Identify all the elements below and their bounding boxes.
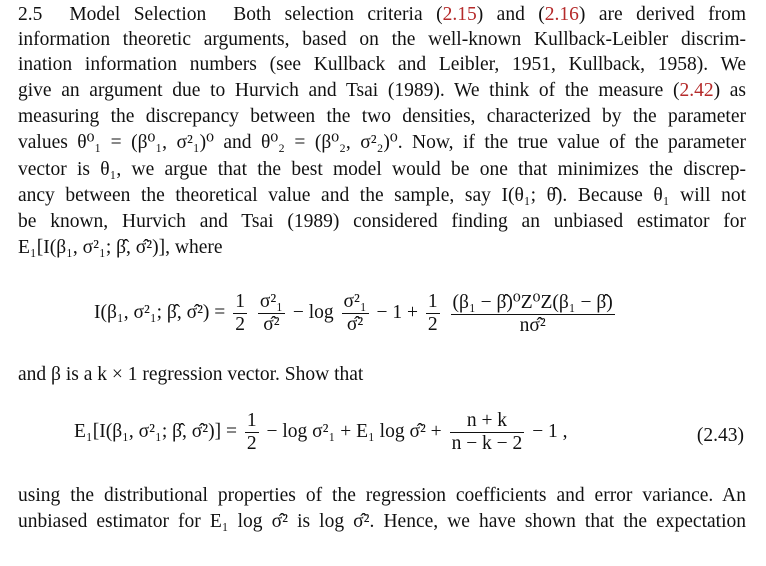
middle-terms: − log σ²₁ + E₁ log σ̂² + [266, 420, 442, 442]
equation-lhs: E₁[I(β₁, σ²₁; β̂, σ̂²)] = [74, 420, 237, 442]
fraction-half: $\frac{1}{2}$ [235, 291, 245, 335]
paragraph-line: values θ⁰₁ = (β⁰₁, σ²₁)⁰ and θ⁰₂ = (β⁰₂, σ²₂)⁰. Now, if the true value of the parameter [18, 132, 746, 153]
paragraph-line: information theoretic arguments, based on the well-known Kullback-Leibler discrim- [18, 29, 746, 50]
fraction-degrees: $\frac{n + k}{n - k - 2}$ [451, 410, 523, 454]
equation-reference-link[interactable]: 2.16 [544, 4, 579, 25]
equation-number: (2.43) [696, 425, 744, 446]
fraction-half-quad: $\frac{1}{2}$ [427, 291, 438, 335]
paragraph-line-1: 2.5 Model Selection Both selection criteria (2.15) and (2.16) are derived from [18, 4, 747, 25]
paragraph-line: ination information numbers (see Kullback and Leibler, 1951, Kullback, 1958). We [18, 54, 746, 75]
equation-expected-discrepancy [74, 410, 568, 455]
paragraph-line: ancy between the theoretical value and the sample, say I(θ₁; θ̂). Because θ₁ will not [18, 185, 746, 206]
log-term: − log [292, 301, 334, 323]
paragraph-line: give an argument due to Hurvich and Tsai (1989). We think of the measure (2.42) as [18, 80, 746, 101]
fraction-quadratic-form: $\frac{\text{(β₁ − β̂)⁰Z⁰Z(β₁ − β̂)}}{\text{nσ̂²}}$ [452, 292, 613, 336]
equation-reference-link[interactable]: 2.15 [442, 4, 477, 25]
fraction-log-ratio: $\frac{\text{σ²₁}}{\text{σ̂²}}$ [343, 291, 367, 335]
paragraph-line: using the distributional properties of the regression coefficients and error variance. An [18, 485, 746, 506]
equation-lhs: I(β₁, σ²₁; β̂, σ̂²) = [94, 301, 226, 323]
fraction-variance-ratio: $\frac{\text{σ²₁}}{\text{σ̂²}}$ [259, 291, 283, 335]
paragraph-line: E₁[I(β₁, σ²₁; β̂, σ̂²)], where [18, 237, 223, 258]
section-number: 2.5 [18, 4, 43, 25]
paragraph-line: unbiased estimator for E₁ log σ̂² is log σ̂². Hence, we have shown that the expectation [18, 511, 746, 532]
minus-one-plus: − 1 + [376, 301, 419, 323]
equation-reference-link[interactable]: 2.42 [679, 80, 714, 101]
paragraph-line: measuring the discrepancy between the two densities, characterized by the parameter [18, 106, 746, 127]
paragraph-line: vector is θ₁, we argue that the best model would be one that minimizes the discrep- [18, 159, 746, 180]
paragraph-line: and β is a k × 1 regression vector. Show that [18, 364, 364, 385]
equation-discrepancy [94, 290, 618, 337]
fraction-half: $\frac{1}{2}$ [246, 410, 257, 454]
paragraph-line: be known, Hurvich and Tsai (1989) considered finding an unbiased estimator for [18, 211, 746, 232]
section-title: Model Selection [69, 4, 207, 25]
tail-term: − 1 , [532, 420, 568, 442]
